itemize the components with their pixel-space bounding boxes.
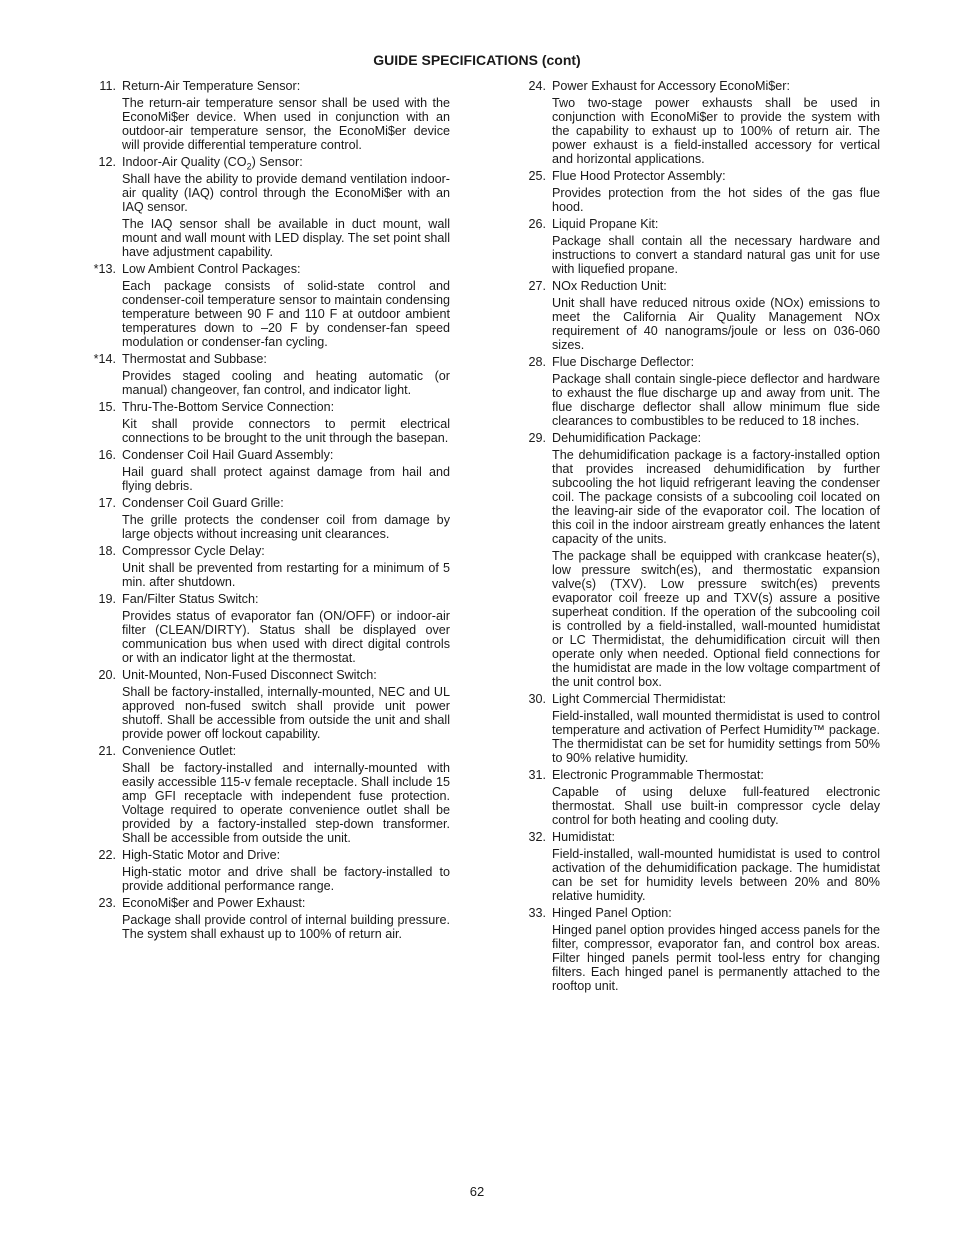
spec-item-body [88, 513, 450, 541]
spec-item-number: 24. [528, 79, 546, 93]
spec-item-title: NOx Reduction Unit: [552, 279, 667, 293]
spec-item-number: 25. [528, 169, 546, 183]
spec-item-heading [518, 279, 880, 293]
page-number: 62 [469, 1184, 485, 1199]
spec-paragraph: The IAQ sensor shall be available in duct mount, wall mount and wall mount with LED display. The set point shall have adjustment capability. [122, 217, 450, 259]
spec-item-number: 11. [99, 79, 116, 93]
spec-item-heading [518, 169, 880, 183]
spec-item-body [518, 186, 880, 214]
spec-item-body [518, 372, 880, 428]
spec-paragraph: Package shall provide control of internal building pressure. The system shall exhaust up to 100% of return air. [122, 913, 450, 941]
right-column [518, 79, 880, 996]
spec-item-heading [518, 830, 880, 844]
spec-item-heading [518, 906, 880, 920]
spec-item-body [518, 709, 880, 765]
spec-item-body [88, 561, 450, 589]
spec-item [88, 744, 450, 845]
spec-paragraph: The dehumidification package is a factory-installed option that provides increased dehumidification by further subcooling the hot liquid refrigerant leaving the condenser coil. The package consists of a subcooling coil located on the leaving-air side of the evaporator coil. The location of this coil in the indoor airstream greatly enhances the latent capacity of the units. [552, 448, 880, 546]
spec-item-number: 23. [98, 896, 116, 910]
spec-paragraph: Capable of using deluxe full-featured electronic thermostat. Shall use built-in compressor cycle delay control for both heating and cooling duty. [552, 785, 880, 827]
spec-item-body [518, 448, 880, 689]
spec-item [88, 592, 450, 665]
spec-item-body [88, 761, 450, 845]
spec-paragraph: High-static motor and drive shall be factory-installed to provide additional performance range. [122, 865, 450, 893]
spec-item-heading [518, 768, 880, 782]
spec-item-heading [88, 448, 450, 462]
spec-item-heading [88, 544, 450, 558]
spec-item-title: Thermostat and Subbase: [122, 352, 267, 366]
spec-item-number: 16. [98, 448, 116, 462]
spec-item-body [518, 847, 880, 903]
spec-item [88, 79, 450, 152]
spec-item-heading [88, 155, 450, 172]
spec-item-title: Indoor-Air Quality $(CO_2)$ Sensor: [122, 155, 303, 172]
spec-item-heading [88, 262, 450, 276]
spec-item-number: 17. [98, 496, 116, 510]
spec-item-title: Condenser Coil Hail Guard Assembly: [122, 448, 334, 462]
spec-item-title: Condenser Coil Guard Grille: [122, 496, 284, 510]
spec-item [518, 830, 880, 903]
spec-paragraph: Shall have the ability to provide demand ventilation indoor-air quality (IAQ) control through the EconoMi$er with an IAQ sensor. [122, 172, 450, 214]
spec-paragraph: Hail guard shall protect against damage from hail and flying debris. [122, 465, 450, 493]
spec-paragraph: Shall be factory-installed, internally-mounted, NEC and UL approved non-fused switch shall provide unit power shutoff. Shall be accessible from outside the unit and shall provide power off lockout capability. [122, 685, 450, 741]
spec-paragraph: Provides staged cooling and heating automatic (or manual) changeover, fan control, and indicator light. [122, 369, 450, 397]
spec-item-title: EconoMi$er and Power Exhaust: [122, 896, 306, 910]
spec-item [518, 355, 880, 428]
spec-item-title: Fan/Filter Status Switch: [122, 592, 259, 606]
spec-item [518, 279, 880, 352]
left-column [88, 79, 450, 944]
spec-item [88, 352, 450, 397]
spec-paragraph: Provides status of evaporator fan (ON/OFF) or indoor-air filter (CLEAN/DIRTY). Status shall be displayed over communication bus when used with direct digital controls or with an indicator light at the thermostat. [122, 609, 450, 665]
spec-paragraph: Unit shall have reduced nitrous oxide (NOx) emissions to meet the California Air Quality Management NOx requirement of 40 nanograms/joule or less on 036-060 sizes. [552, 296, 880, 352]
spec-item-number: 26. [528, 217, 546, 231]
spec-item [88, 155, 450, 259]
spec-item-title: Humidistat: [552, 830, 615, 844]
spec-item-title: Thru-The-Bottom Service Connection: [122, 400, 335, 414]
spec-item-title: Compressor Cycle Delay: [122, 544, 265, 558]
spec-paragraph: Field-installed, wall-mounted humidistat is used to control activation of the dehumidification package. The humidistat can be set for humidity levels between 20% and 80% relative humidity. [552, 847, 880, 903]
spec-paragraph: Hinged panel option provides hinged access panels for the filter, compressor, evaporator fan, and control box areas. Filter hinged panels permit tool-less entry for changing filters. Each hinged panel is permanently attached to the rooftop unit. [552, 923, 880, 993]
spec-item-title: High-Static Motor and Drive: [122, 848, 281, 862]
spec-paragraph: Provides protection from the hot sides of the gas flue hood. [552, 186, 880, 214]
spec-item-title: Flue Hood Protector Assembly: [552, 169, 726, 183]
spec-paragraph: The return-air temperature sensor shall be used with the EconoMi$er device. When used in conjunction with an outdoor-air temperature sensor, the EconoMi$er device will provide differential temperature control. [122, 96, 450, 152]
spec-item-title: Return-Air Temperature Sensor: [122, 79, 301, 93]
spec-item-heading [88, 848, 450, 862]
spec-item [518, 692, 880, 765]
spec-item-title: Low Ambient Control Packages: [122, 262, 301, 276]
spec-item-number: 12. [98, 155, 116, 169]
spec-paragraph: Kit shall provide connectors to permit electrical connections to be brought to the unit through the basepan. [122, 417, 450, 445]
spec-item [518, 906, 880, 993]
spec-item-heading [518, 79, 880, 93]
spec-item-body [518, 296, 880, 352]
spec-item [88, 496, 450, 541]
spec-item-number: 32. [528, 830, 546, 844]
spec-item [88, 448, 450, 493]
spec-item [88, 668, 450, 741]
spec-item-title: Flue Discharge Deflector: [552, 355, 695, 369]
spec-item-number: 21. [98, 744, 116, 758]
spec-item-heading [88, 592, 450, 606]
spec-paragraph: The package shall be equipped with crankcase heater(s), low pressure switch(es), and thermostatic expansion valve(s) (TXV). Low pressure switch(es) prevents evaporator coil freeze up and TXV(s) assure a positive superheat condition. If the operation of the subcooling coil is controlled by a field-installed, wall-mounted humidistat or LC Thermidistat, the dehumidification circuit will then operate only when needed. Optional field connections for the humidistat are made in the low voltage compartment of the unit control box. [552, 549, 880, 689]
spec-item [518, 217, 880, 276]
spec-item [518, 79, 880, 166]
spec-item-title: Liquid Propane Kit: [552, 217, 659, 231]
spec-item-body [518, 96, 880, 166]
spec-item-number: 19. [98, 592, 116, 606]
spec-item [518, 431, 880, 689]
spec-item [88, 848, 450, 893]
spec-item-body [88, 685, 450, 741]
spec-item-title: Electronic Programmable Thermostat: [552, 768, 764, 782]
spec-item-heading [518, 217, 880, 231]
spec-item-body [88, 279, 450, 349]
spec-item-heading [518, 355, 880, 369]
spec-item-body [88, 172, 450, 259]
spec-paragraph: Shall be factory-installed and internally-mounted with easily accessible 115-v female receptacle. Shall include 15 amp GFI receptacle with independent fuse protection. Voltage required to operate convenience outlet shall be provided by a factory-installed step-down transformer. Shall be accessible from outside the unit. [122, 761, 450, 845]
page-title: GUIDE SPECIFICATIONS (cont) [373, 52, 581, 68]
spec-item-number: 15. [98, 400, 116, 414]
spec-item-title: Power Exhaust for Accessory EconoMi$er: [552, 79, 790, 93]
spec-paragraph: Package shall contain all the necessary hardware and instructions to convert a standard natural gas unit for use with liquefied propane. [552, 234, 880, 276]
spec-item-number: 28. [528, 355, 546, 369]
spec-item-number: 18. [98, 544, 116, 558]
spec-item-heading [88, 352, 450, 366]
spec-item [518, 768, 880, 827]
spec-item-body [518, 923, 880, 993]
spec-item-number: 20. [98, 668, 116, 682]
spec-item-title: Convenience Outlet: [122, 744, 237, 758]
spec-item [518, 169, 880, 214]
spec-item-body [88, 417, 450, 445]
spec-item-heading [88, 400, 450, 414]
spec-item-number: 33. [528, 906, 546, 920]
spec-item-body [88, 865, 450, 893]
spec-item-heading [518, 692, 880, 706]
spec-paragraph: Package shall contain single-piece deflector and hardware to exhaust the flue discharge up and away from unit. The flue discharge deflector shall allow minimum flue side clearances to combustibles to be reduced to 18 inches. [552, 372, 880, 428]
spec-paragraph: Each package consists of solid-state control and condenser-coil temperature sensor to maintain condensing temperature between 90 F and 110 F at outdoor ambient temperatures down to –20 F by condenser-fan speed modulation or condenser-fan cycling. [122, 279, 450, 349]
spec-item-number: 27. [528, 279, 546, 293]
spec-item-number: 22. [98, 848, 116, 862]
spec-item-body [88, 96, 450, 152]
spec-paragraph: Field-installed, wall mounted thermidistat is used to control temperature and activation of Perfect Humidity™ package. The thermidistat can be set for humidity settings from 50% to 90% relative humidity. [552, 709, 880, 765]
spec-item [88, 262, 450, 349]
spec-item-number: *13. [93, 262, 116, 276]
spec-item-body [518, 234, 880, 276]
spec-item-title: Unit-Mounted, Non-Fused Disconnect Switch: [122, 668, 377, 682]
spec-item-title: Dehumidification Package: [552, 431, 702, 445]
spec-item-number: 29. [528, 431, 546, 445]
spec-item-title: Light Commercial Thermidistat: [552, 692, 727, 706]
spec-item-heading [88, 744, 450, 758]
spec-item-heading [88, 496, 450, 510]
spec-item-number: 31. [528, 768, 546, 782]
spec-item-body [88, 913, 450, 941]
spec-item-body [518, 785, 880, 827]
spec-item-number: 30. [528, 692, 546, 706]
spec-paragraph: Two two-stage power exhausts shall be used in conjunction with EconoMi$er to provide the system with the capability to exhaust up to 100% of return air. The power exhaust is a field-installed accessory for vertical and horizontal applications. [552, 96, 880, 166]
spec-paragraph: The grille protects the condenser coil from damage by large objects without increasing unit clearances. [122, 513, 450, 541]
spec-item-number: *14. [93, 352, 116, 366]
spec-item-title: Hinged Panel Option: [552, 906, 672, 920]
spec-item-body [88, 465, 450, 493]
spec-item-heading [88, 896, 450, 910]
spec-item-heading [88, 79, 450, 93]
spec-item-heading [518, 431, 880, 445]
spec-item-body [88, 369, 450, 397]
spec-item [88, 896, 450, 941]
spec-item-body [88, 609, 450, 665]
spec-paragraph: Unit shall be prevented from restarting for a minimum of 5 min. after shutdown. [122, 561, 450, 589]
spec-item-heading [88, 668, 450, 682]
spec-item [88, 400, 450, 445]
spec-item [88, 544, 450, 589]
